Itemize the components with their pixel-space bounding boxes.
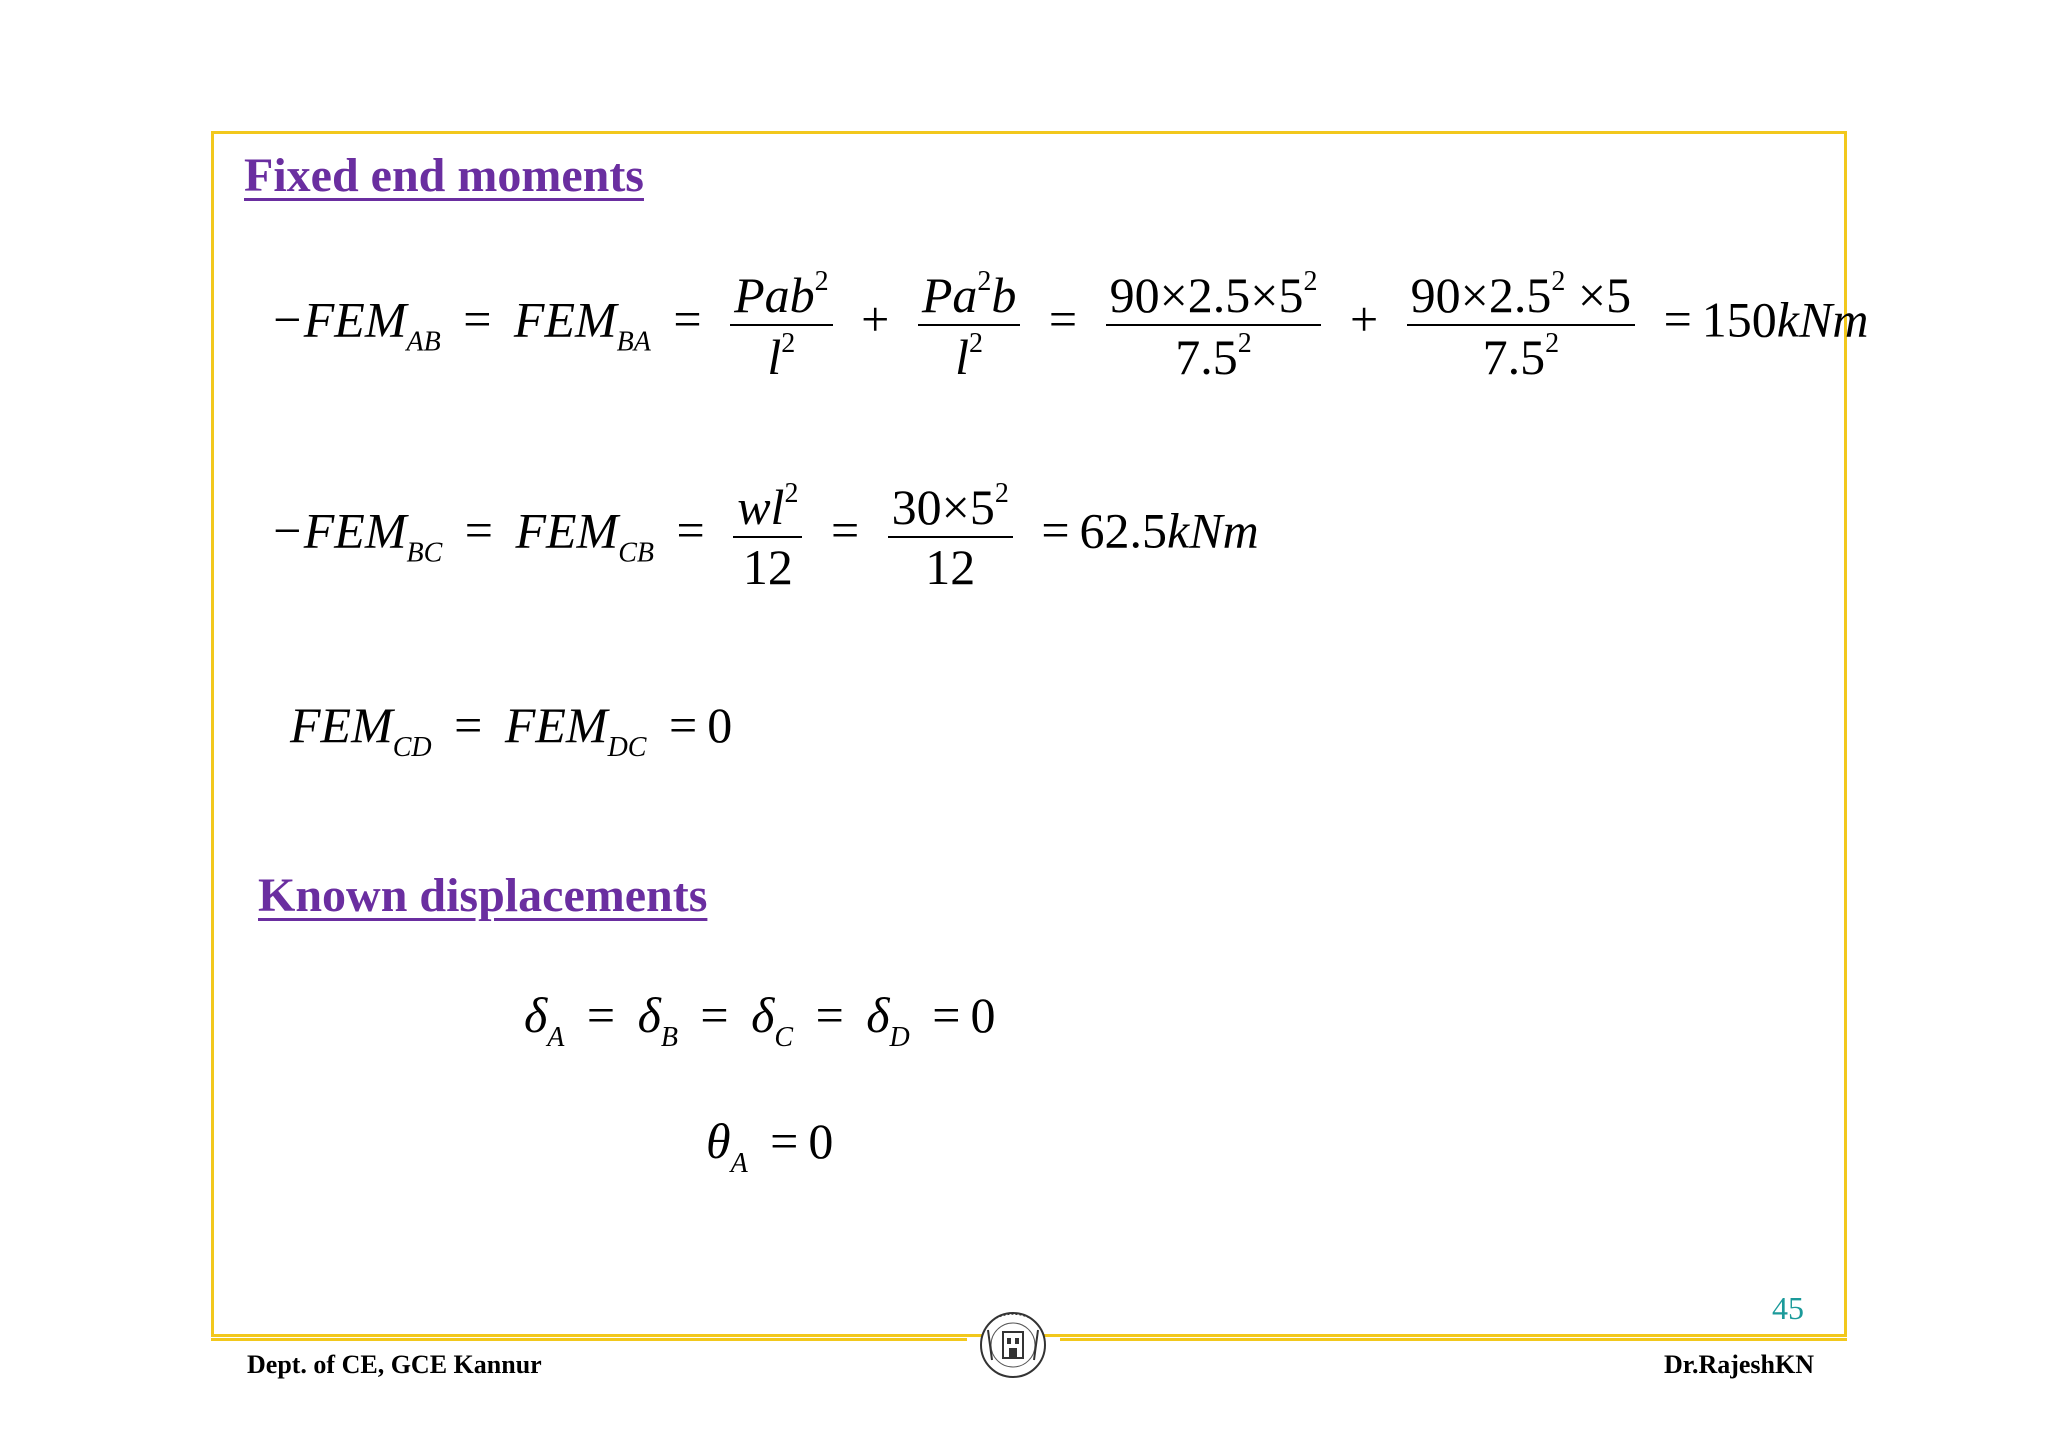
eq2-sub-b: CB	[618, 537, 654, 569]
heading-known-displacements: Known displacements	[258, 869, 708, 922]
eq5-result: 0	[808, 1113, 834, 1169]
page-number: 45	[1772, 1290, 1804, 1326]
eq4-result: 0	[970, 987, 996, 1043]
eq2-fraction-1: $\frac{wl^2}{12}$	[733, 480, 802, 592]
equation-fem-bc: $-FEM_{BC} = FEM_{CB}$ = $\frac{wl^2}{12}$ = $\frac{30\times 5^2}{12}$ = 62.5kNm	[270, 478, 1259, 595]
eq2-fraction-2: $\frac{30\times 5^2}{12}$	[888, 480, 1013, 592]
eq2-sub-a: BC	[406, 537, 443, 569]
eq3-result: 0	[707, 697, 733, 753]
eq2-unit: kNm	[1167, 502, 1259, 559]
eq3-sub-b: DC	[607, 732, 647, 763]
heading-fixed-end-moments: Fixed end moments	[244, 149, 644, 202]
eq1-fraction-1: $\frac{Pab^2}{l^2}$	[730, 268, 833, 382]
eq1-result: 150	[1701, 291, 1777, 348]
eq3-lhs-b: FEM	[504, 697, 608, 753]
equation-fem-cd: $FEM_{CD} = FEM_{DC} = 0$	[290, 697, 733, 763]
equation-fem-ab: $-FEM_{AB} = FEM_{BA}$ = $\frac{Pab^2}{l^2}$ + $\frac{Pa^2b}{l^2}$ = $\frac{90\times 2.5\times 5^2}{7.5^2}$ + $\frac{90\times 2.5^2 \times 5}{7.5^2}$ = 150kNm	[270, 266, 1869, 385]
footer-author: Dr.RajeshKN	[1664, 1350, 1814, 1379]
footer-rule-right	[1060, 1338, 1847, 1341]
college-logo-icon	[978, 1308, 1048, 1382]
footer-department: Dept. of CE, GCE Kannur	[247, 1350, 542, 1379]
eq1-fraction-3: $\frac{90\times 2.5\times 5^2}{7.5^2}$	[1106, 268, 1322, 382]
eq1-sub-a: AB	[406, 326, 441, 358]
eq1-unit: kNm	[1776, 291, 1869, 348]
eq3-lhs-a: FEM	[290, 697, 393, 753]
eq1-lhs-a: −FEM	[270, 291, 407, 348]
eq1-lhs-b: FEM	[513, 291, 617, 348]
eq3-sub-a: CD	[392, 732, 432, 763]
equation-displacements: $\delta_A = \delta_B = \delta_C = \delta_D = 0$	[524, 987, 996, 1053]
eq1-sub-b: BA	[616, 326, 651, 358]
eq1-fraction-4: $\frac{90\times 2.5^2 \times 5}{7.5^2}$	[1407, 268, 1635, 382]
footer-rule-left	[211, 1338, 967, 1341]
eq2-result: 62.5	[1079, 502, 1168, 559]
eq2-lhs-a: −FEM	[270, 502, 407, 559]
equation-rotation: $\theta_A = 0$	[706, 1113, 834, 1179]
eq2-lhs-b: FEM	[515, 502, 619, 559]
eq1-fraction-2: $\frac{Pa^2b}{l^2}$	[918, 268, 1021, 382]
